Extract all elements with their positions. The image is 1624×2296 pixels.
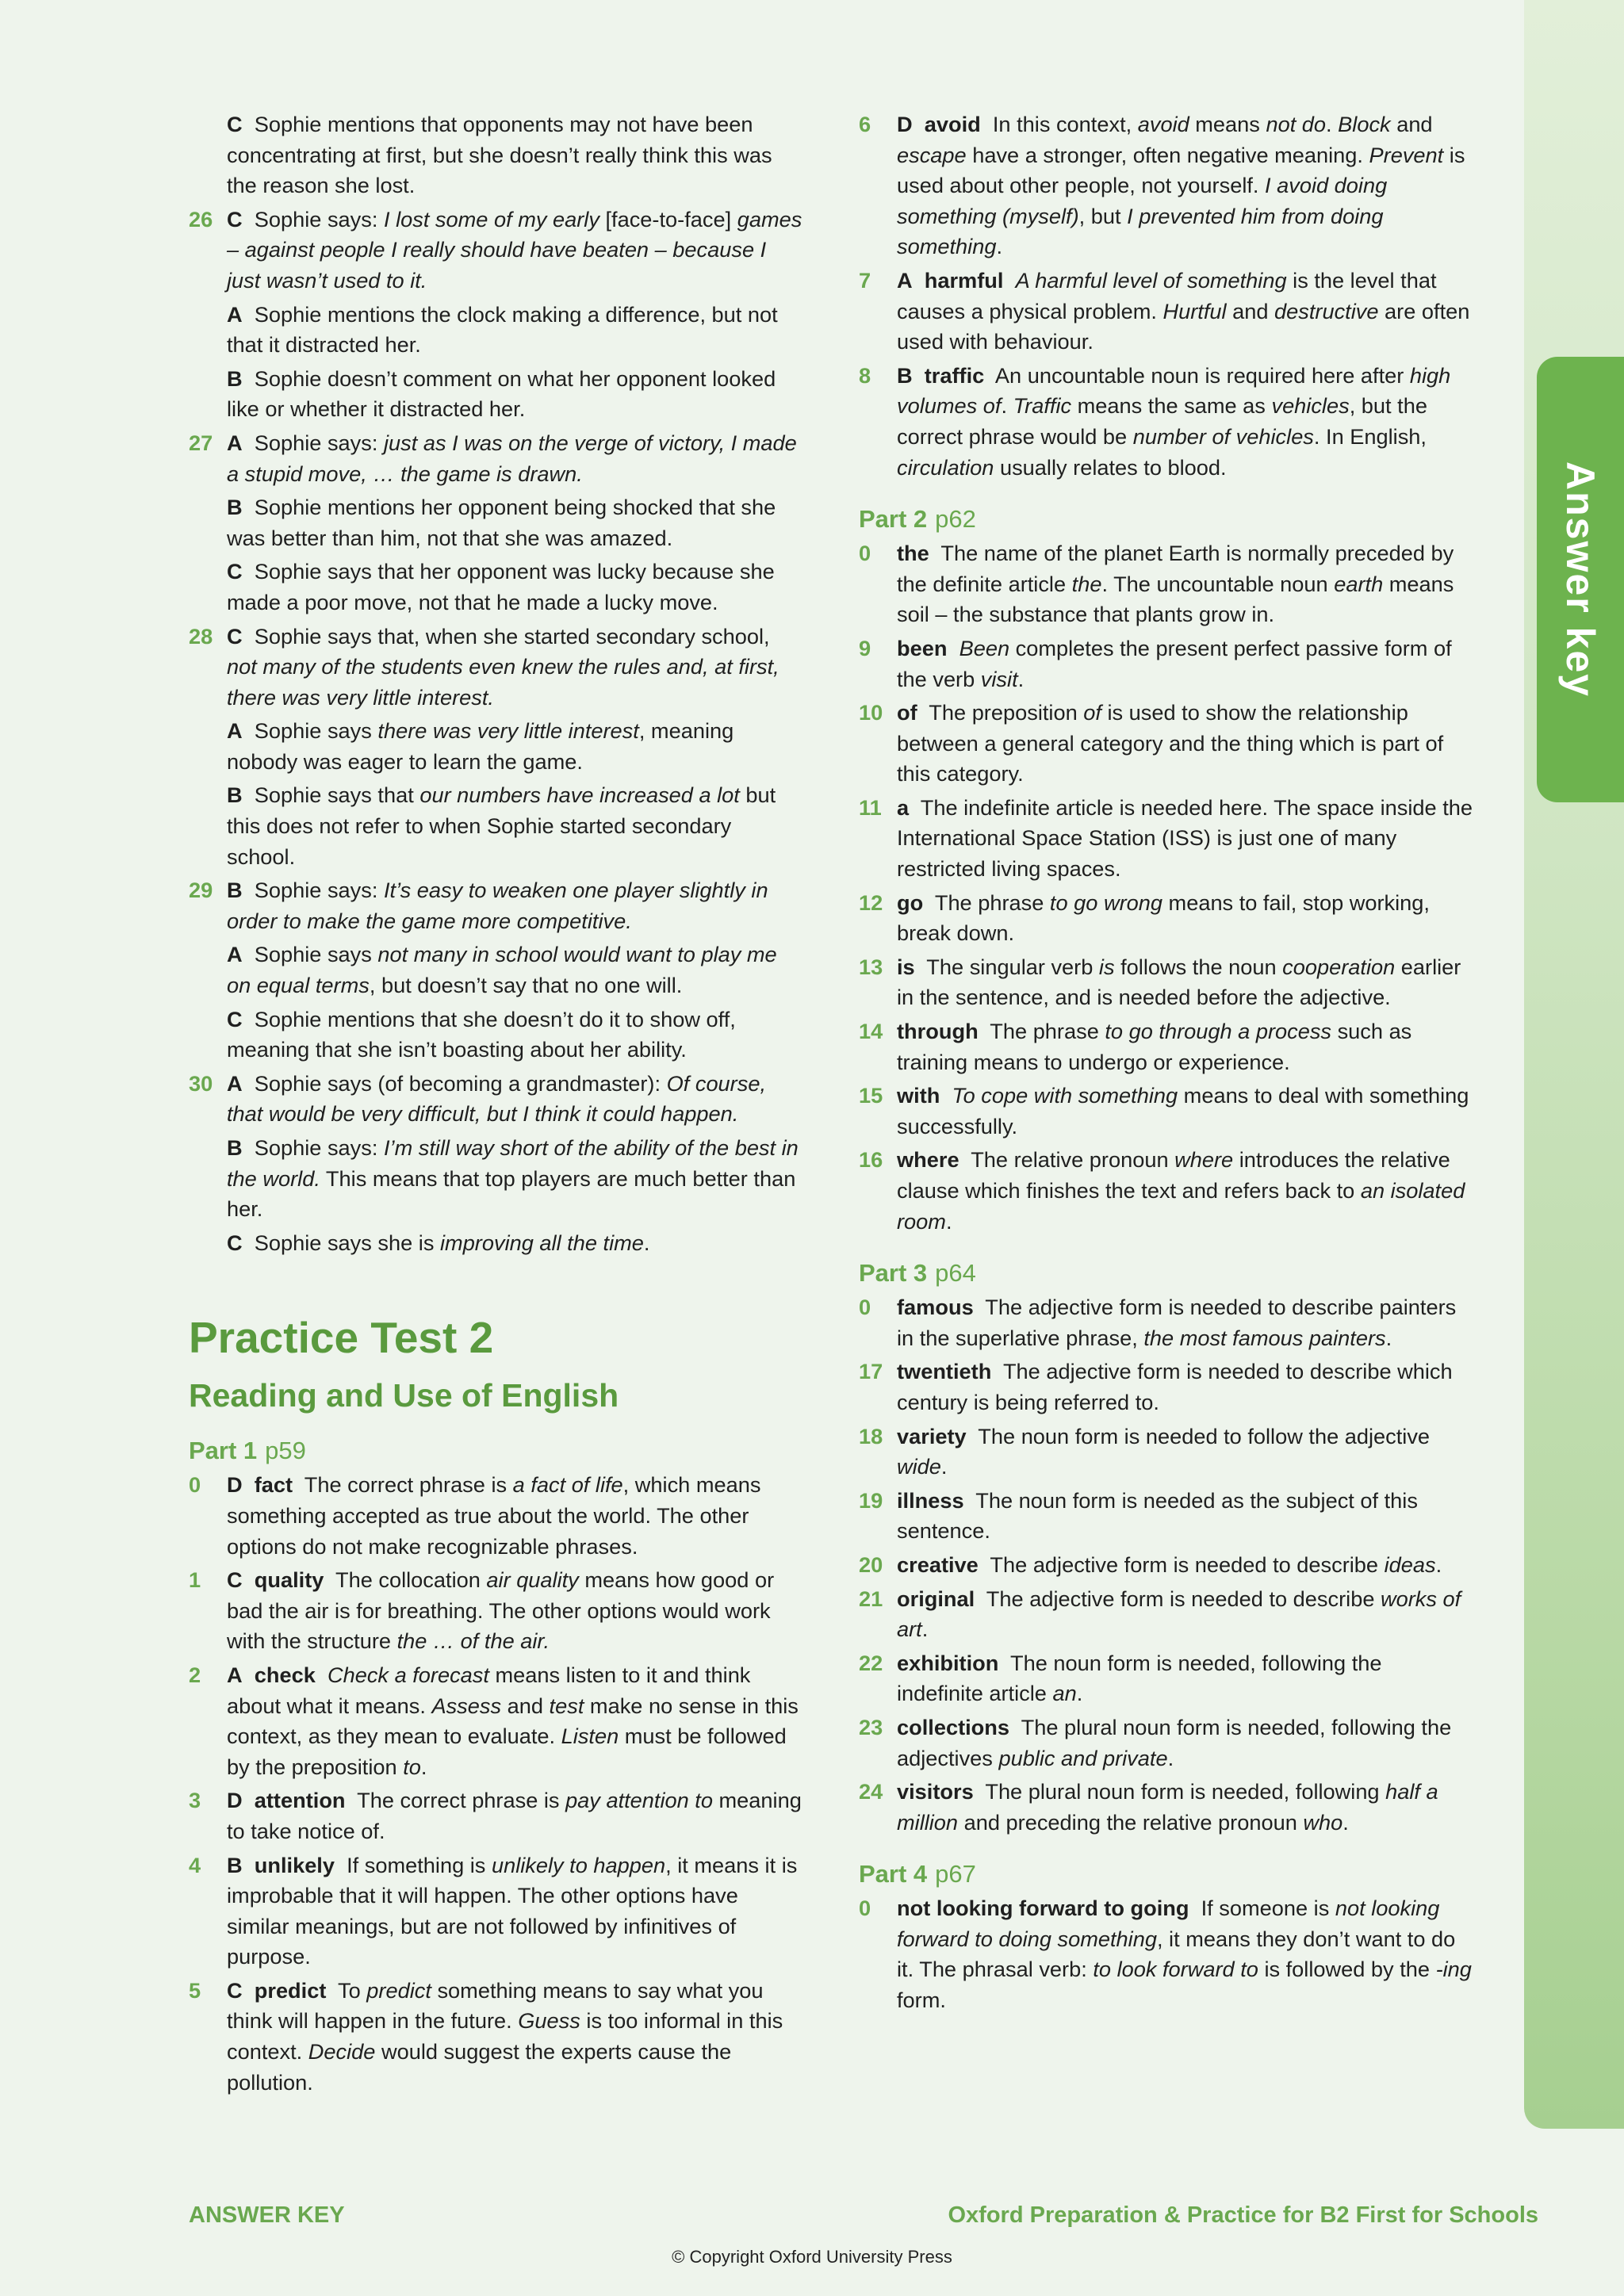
part-3-heading: Part 3 p64 — [859, 1259, 976, 1288]
p2-question-9: 9 been Been completes the present perfect passive form of the verb visit. — [859, 635, 1452, 691]
q28-option-a: A Sophie says there was very little interest, meaning nobody was eager to learn the game. — [227, 718, 734, 774]
p2-question-13: 13 is The singular verb is follows the noun cooperation earlier in the sentence, and is needed before the adjective. — [859, 954, 1461, 1010]
p2-question-11: 11 a The indefinite article is needed here. The space inside the International Space Station (ISS) is just one of many restricted living spaces. — [859, 794, 1473, 882]
answer-key-tab-label: Answer key — [1558, 461, 1603, 698]
p1-question-7: 7 A harmful A harmful level of something is the level that causes a physical problem. Hurtful and destructive are often used with behaviour. — [859, 267, 1470, 354]
practice-test-title: Practice Test 2 — [189, 1313, 494, 1363]
question-26: 26 C Sophie says: I lost some of my early [face-to-face] games – against people I really should have beaten – because I just wasn’t used to it. — [189, 206, 802, 293]
side-strip — [1524, 0, 1624, 2129]
q26-option-a: A Sophie mentions the clock making a difference, but not that it distracted her. — [227, 301, 778, 358]
q29-option-c: C Sophie mentions that she doesn’t do it to show off, meaning that she isn’t boasting about her ability. — [227, 1006, 736, 1062]
p2-question-0: 0 the The name of the planet Earth is normally preceded by the definite article the. The uncountable noun earth means soil – the substance that plants grow in. — [859, 541, 1454, 627]
p1-question-4: 4 B unlikely If something is unlikely to happen, it means it is improbable that it will happen. The other options have similar meanings, but are not followed by infinitives of purpose. — [189, 1852, 798, 1969]
right-column — [859, 109, 1473, 2019]
p2-question-12: 12 go The phrase to go wrong means to fail, stop working, break down. — [859, 890, 1430, 946]
part-2-heading: Part 2 p62 — [859, 505, 976, 534]
q30-option-c: C Sophie says she is improving all the time. — [227, 1230, 650, 1255]
p3-question-18: 18 variety The noun form is needed to follow the adjective wide. — [859, 1423, 1431, 1479]
p1-question-1: 1 C quality The collocation air quality means how good or bad the air is for breathing. The other options would work with the structure the … of the air. — [189, 1567, 775, 1654]
question-28: 28 C Sophie says that, when she started secondary school, not many of the students even knew the rules and, at first, there was very little interest. — [189, 623, 779, 710]
p2-question-15: 15 with To cope with something means to deal with something successfully. — [859, 1083, 1469, 1138]
copyright-notice: © Copyright Oxford University Press — [672, 2247, 952, 2267]
p1-question-2: 2 A check Check a forecast means listen to it and think about what it means. Assess and test make no sense in this context, as they mean to evaluate. Listen must be followed by the preposition to. — [189, 1662, 799, 1779]
footer-section-label: ANSWER KEY — [189, 2202, 345, 2228]
p3-question-23: 23 collections The plural noun form is needed, following the adjectives public and private. — [859, 1714, 1452, 1770]
p2-question-10: 10 of The preposition of is used to show the relationship between a general category and the thing which is part of this category. — [859, 700, 1444, 786]
footer-book-title: Oxford Preparation & Practice for B2 First for Schools — [948, 2202, 1538, 2228]
p3-question-21: 21 original The adjective form is needed to describe works of art. — [859, 1586, 1461, 1642]
p3-question-22: 22 exhibition The noun form is needed, following the indefinite article an. — [859, 1650, 1382, 1706]
question-29: 29 B Sophie says: It’s easy to weaken one player slightly in order to make the game more competitive. — [189, 878, 768, 933]
p2-question-16: 16 where The relative pronoun where introduces the relative clause which finishes the text and refers back to an isolated room. — [859, 1147, 1465, 1234]
p4-question-0: 0 not looking forward to going If someone is not looking forward to doing something, it means they don’t want to do it. The phrasal verb: to look forward to is followed by the -ing form. — [859, 1896, 1472, 2013]
p1-question-8: 8 B traffic An uncountable noun is required here after high volumes of. Traffic means the same as vehicles, but the correct phrase would be number of vehicles. In English, circulation usually relates to blood. — [859, 362, 1451, 480]
question-27: 27 A Sophie says: just as I was on the verge of victory, I made a stupid move, … the game is drawn. — [189, 430, 797, 486]
q27-option-b: B Sophie mentions her opponent being shocked that she was better than him, not that she was amazed. — [227, 495, 776, 550]
q27-option-c: C Sophie says that her opponent was lucky because she made a poor move, not that he made a lucky move. — [227, 559, 775, 614]
p1-question-0: 0 D fact The correct phrase is a fact of life, which means something accepted as true about the world. The other options do not make recognizable phrases. — [189, 1472, 761, 1559]
q25-option-c: C Sophie mentions that opponents may not have been concentrating at first, but she doesn’t really think this was the reason she lost. — [227, 112, 772, 198]
practice-test-subtitle: Reading and Use of English — [189, 1377, 619, 1414]
part-4-heading: Part 4 p67 — [859, 1860, 976, 1888]
q30-option-b: B Sophie says: I’m still way short of the ability of the best in the world. This means that top players are much better than her. — [227, 1135, 799, 1222]
p3-question-17: 17 twentieth The adjective form is needed to describe which century is being referred to. — [859, 1359, 1453, 1414]
question-30: 30 A Sophie says (of becoming a grandmaster): Of course, that would be very difficult, but I think it could happen. — [189, 1070, 767, 1127]
part-1-heading: Part 1 p59 — [189, 1437, 306, 1465]
q26-option-b: B Sophie doesn’t comment on what her opponent looked like or whether it distracted her. — [227, 365, 776, 422]
p1-question-5: 5 C predict To predict something means to say what you think will happen in the future. Guess is too informal in this context. Decide would suggest the experts cause the pollution. — [189, 1977, 783, 2095]
p1-question-3: 3 D attention The correct phrase is pay attention to meaning to take notice of. — [189, 1788, 802, 1843]
q28-option-b: B Sophie says that our numbers have increased a lot but this does not refer to when Sophie started secondary school. — [227, 783, 776, 869]
p3-question-0: 0 famous The adjective form is needed to describe painters in the superlative phrase, the most famous painters. — [859, 1295, 1457, 1350]
left-column — [189, 109, 803, 2101]
p2-question-14: 14 through The phrase to go through a process such as training means to undergo or experience. — [859, 1019, 1412, 1074]
p3-question-19: 19 illness The noun form is needed as the subject of this sentence. — [859, 1487, 1418, 1544]
q29-option-a: A Sophie says not many in school would want to play me on equal terms, but doesn’t say that no one will. — [227, 942, 777, 998]
p3-question-24: 24 visitors The plural noun form is needed, following half a million and preceding the relative pronoun who. — [859, 1779, 1438, 1835]
p1-question-6: 6 D avoid In this context, avoid means not do. Block and escape have a stronger, often negative meaning. Prevent is used about other people, not yourself. I avoid doing something (myself), but I prevented him from doing something. — [859, 112, 1465, 259]
p3-question-20: 20 creative The adjective form is needed to describe ideas. — [859, 1552, 1442, 1577]
